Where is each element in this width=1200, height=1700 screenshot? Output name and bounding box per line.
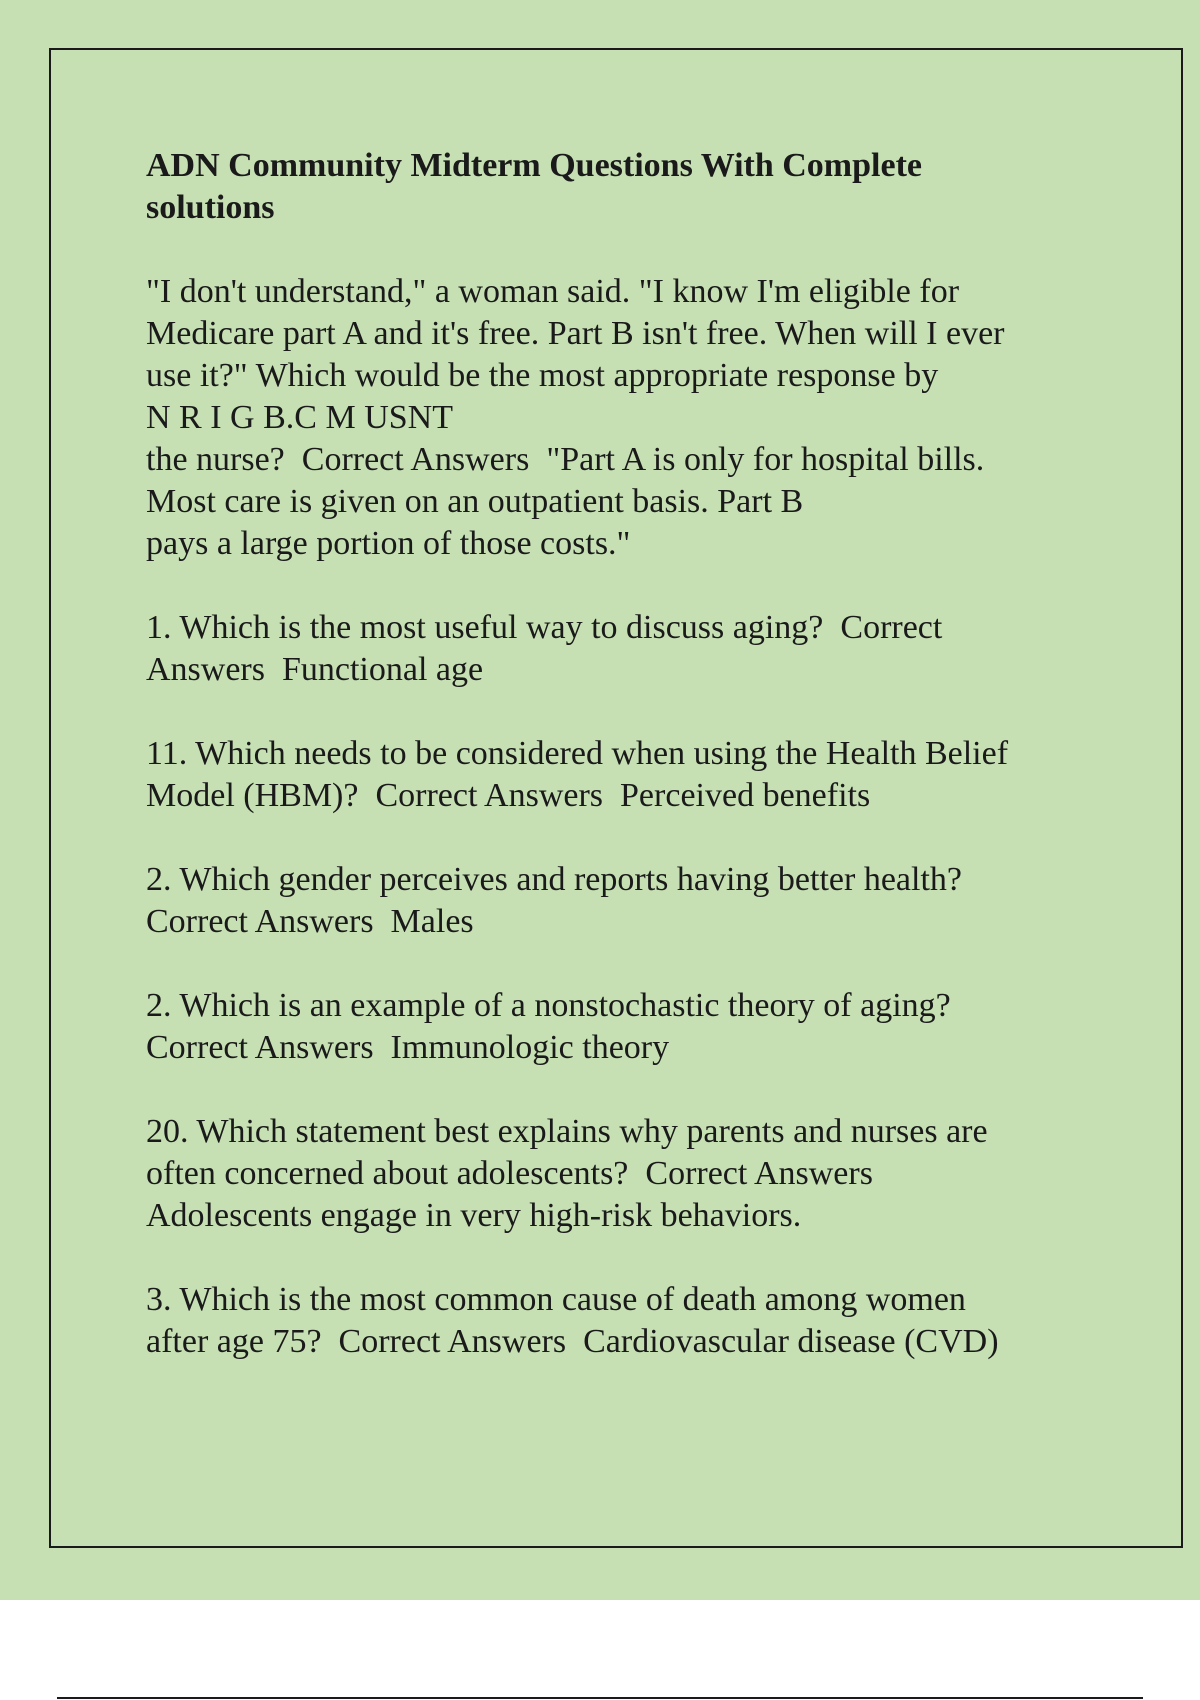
text-line: Medicare part A and it's free. Part B isn't free. When will I ever: [146, 315, 1005, 352]
qa-block-gender-health: [146, 859, 1086, 943]
title-line: solutions: [146, 189, 275, 226]
qa-block-health-belief-model: [146, 733, 1086, 817]
text-line: Correct Answers Immunologic theory: [146, 1029, 670, 1066]
qa-block-medicare: [146, 271, 1086, 565]
text-line: 20. Which statement best explains why parents and nurses are: [146, 1113, 988, 1150]
text-line: often concerned about adolescents? Correct Answers: [146, 1155, 873, 1192]
title-line: ADN Community Midterm Questions With Complete: [146, 147, 922, 184]
text-line: 3. Which is the most common cause of death among women: [146, 1281, 966, 1318]
footer-divider: [57, 1697, 1143, 1699]
document-title: [146, 145, 1086, 229]
text-line: Answers Functional age: [146, 651, 484, 688]
qa-block-aging-discussion: [146, 607, 1086, 691]
qa-block-nonstochastic-theory: [146, 985, 1086, 1069]
text-line: use it?" Which would be the most appropriate response by: [146, 357, 939, 394]
text-line: 1. Which is the most useful way to discuss aging? Correct: [146, 609, 943, 646]
text-line: the nurse? Correct Answers "Part A is only for hospital bills.: [146, 441, 985, 478]
text-line: Adolescents engage in very high-risk behaviors.: [146, 1197, 802, 1234]
text-line: Most care is given on an outpatient basis. Part B: [146, 483, 804, 520]
text-line: 2. Which gender perceives and reports having better health?: [146, 861, 962, 898]
text-line: 2. Which is an example of a nonstochastic theory of aging?: [146, 987, 951, 1024]
text-line: N R I G B.C M USNT: [146, 399, 453, 436]
text-line: after age 75? Correct Answers Cardiovascular disease (CVD): [146, 1323, 999, 1360]
text-line: "I don't understand," a woman said. "I know I'm eligible for: [146, 273, 960, 310]
document-content: [146, 145, 1086, 1405]
qa-block-cause-of-death: [146, 1279, 1086, 1363]
text-line: Correct Answers Males: [146, 903, 474, 940]
text-line: Model (HBM)? Correct Answers Perceived benefits: [146, 777, 871, 814]
qa-block-adolescents: [146, 1111, 1086, 1237]
text-line: pays a large portion of those costs.": [146, 525, 631, 562]
text-line: 11. Which needs to be considered when using the Health Belief: [146, 735, 1009, 772]
